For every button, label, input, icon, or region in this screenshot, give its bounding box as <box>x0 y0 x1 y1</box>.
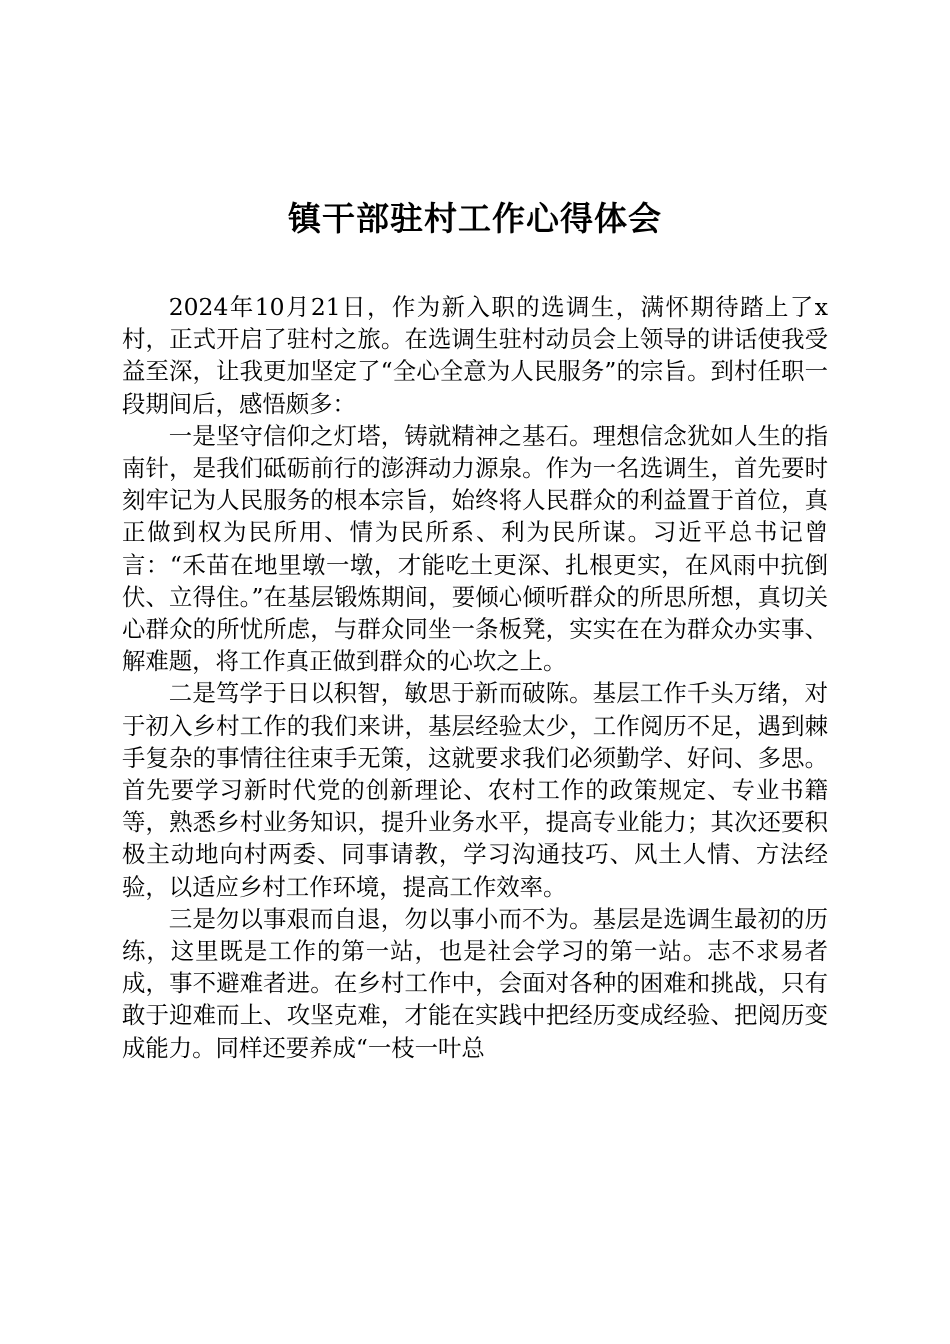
paragraph-point-three <box>122 903 828 1064</box>
paragraph-text: 2024年10月21日，作为新入职的选调生，满怀期待踏上了x村，正式开启了驻村之旅。在选调生驻村动员会上领导的讲话使我受益至深，让我更加坚定了“全心全意为人民服务”的宗旨。到村任职一段期间后，感悟颇多： <box>122 293 828 418</box>
paragraph-lead: 一是坚守信仰之灯塔，铸就精神之基石。 <box>168 421 593 450</box>
paragraph-point-one <box>122 420 828 678</box>
paragraph-point-two <box>122 677 828 902</box>
paragraph-lead: 三是勿以事艰而自退，勿以事小而不为。 <box>168 904 593 933</box>
intro-paragraph <box>122 291 828 420</box>
paragraph-text: 理想信念犹如人生的指南针，是我们砥砺前行的澎湃动力源泉。作为一名选调生，首先要时刻牢记为人民服务的根本宗旨，始终将人民群众的利益置于首位，真正做到权为民所用、情为民所系、利为民所谋。习近平总书记曾言：“禾苗在地里墩一墩，才能吃土更深、扎根更实，在风雨中抗倒伏、立得住。”在基层锻炼期间，要倾心倾听群众的所思所想，真切关心群众的所忧所虑，与群众同坐一条板凳，实实在在为群众办实事、解难题，将工作真正做到群众的心坎之上。 <box>122 421 828 676</box>
paragraph-lead: 二是笃学于日以积智，敏思于新而破陈。 <box>168 679 593 708</box>
document-body <box>122 291 828 1064</box>
paragraph-text: 基层是选调生最初的历练，这里既是工作的第一站，也是社会学习的第一站。志不求易者成，事不避难者进。在乡村工作中，会面对各种的困难和挑战，只有敢于迎难而上、攻坚克难，才能在实践中把经历变成经验、把阅历变成能力。同样还要养成“一枝一叶总 <box>122 904 828 1062</box>
paragraph-text: 基层工作千头万绪，对于初入乡村工作的我们来讲，基层经验太少，工作阅历不足，遇到棘手复杂的事情往往束手无策，这就要求我们必须勤学、好问、多思。首先要学习新时代党的创新理论、农村工作的政策规定、专业书籍等，熟悉乡村业务知识，提升业务水平，提高专业能力；其次还要积极主动地向村两委、同事请教，学习沟通技巧、风土人情、方法经验，以适应乡村工作环境，提高工作效率。 <box>122 679 828 901</box>
document-title: 镇干部驻村工作心得体会 <box>288 199 662 238</box>
